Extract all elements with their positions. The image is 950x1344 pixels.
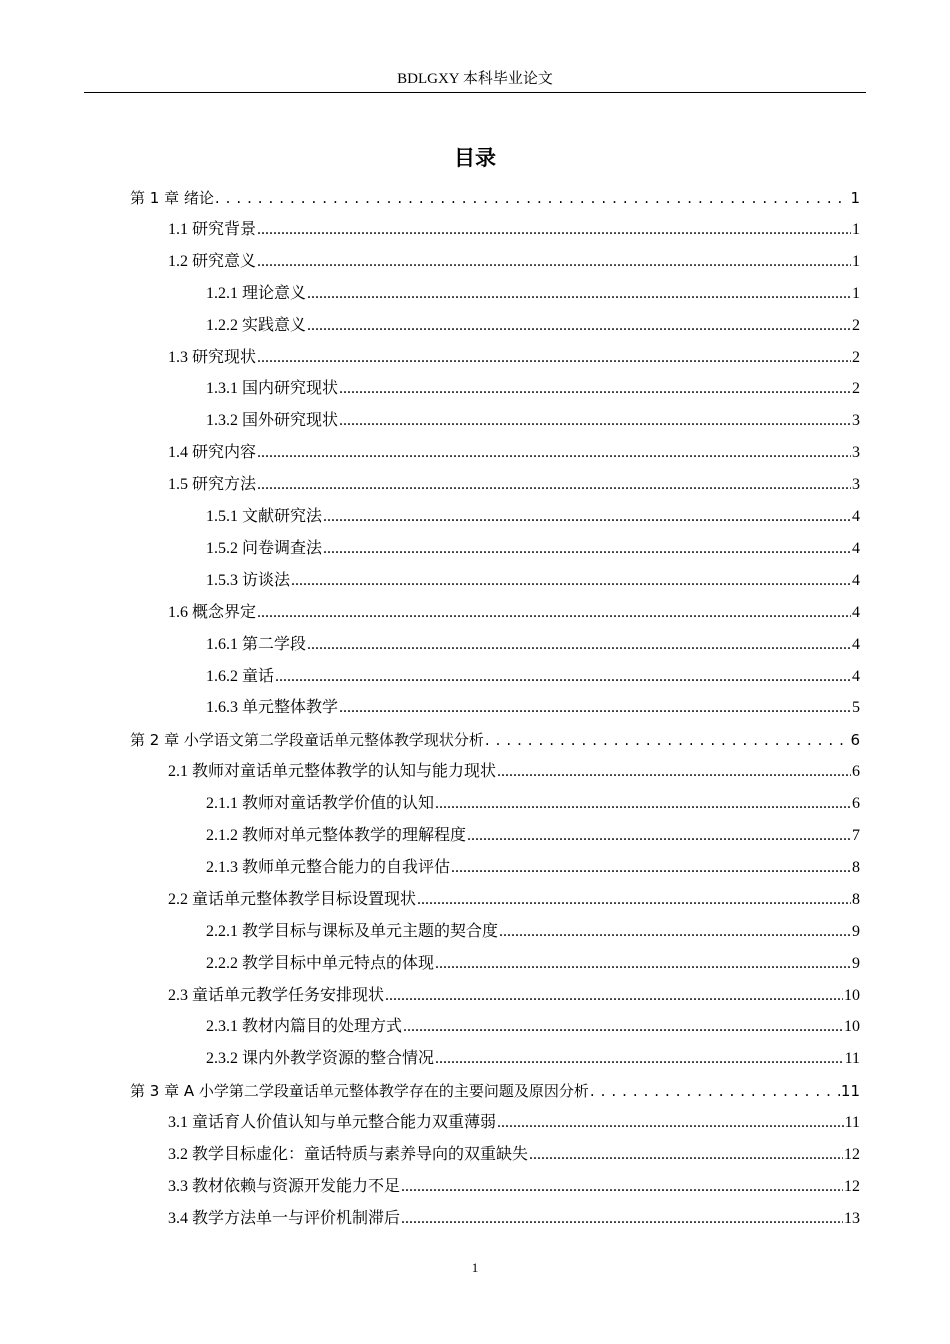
toc-entry[interactable]	[168, 760, 860, 784]
toc-entry[interactable]	[206, 696, 860, 720]
toc-entry-page: 3	[852, 412, 860, 430]
toc-chapter-entry[interactable]	[130, 728, 860, 752]
toc-title: 目录	[454, 146, 496, 170]
toc-entry[interactable]	[168, 1143, 860, 1167]
toc-entry-label: 1.5.3 访谈法	[206, 571, 291, 589]
toc-entry[interactable]	[206, 569, 860, 593]
toc-dot-leader	[257, 346, 851, 370]
toc-dot-leader	[257, 601, 851, 625]
toc-entry-label: 1.6 概念界定	[168, 603, 257, 621]
toc-entry[interactable]	[206, 314, 860, 338]
toc-dot-leader	[215, 186, 850, 210]
toc-entry-label: 2.2.1 教学目标与课标及单元主题的契合度	[206, 922, 499, 940]
toc-entry[interactable]	[206, 856, 860, 880]
toc-entry[interactable]	[206, 920, 860, 944]
toc-entry-page: 9	[852, 922, 860, 940]
toc-dot-leader	[403, 1015, 843, 1039]
toc-entry-page: 10	[844, 986, 860, 1004]
toc-entry-label: 1.2.2 实践意义	[206, 316, 307, 334]
toc-entry-label: 2.2.2 教学目标中单元特点的体现	[206, 954, 435, 972]
toc-entry[interactable]	[206, 824, 860, 848]
toc-dot-leader	[485, 728, 850, 752]
toc-dot-leader	[401, 1175, 843, 1199]
toc-entry-page: 4	[852, 667, 860, 685]
toc-dot-leader	[435, 792, 851, 816]
toc-dot-leader	[385, 984, 843, 1008]
toc-entry-label: 1.3 研究现状	[168, 348, 257, 366]
toc-dot-leader	[257, 218, 851, 242]
toc-entry-label: 1.5 研究方法	[168, 476, 257, 494]
toc-entry-label: 3.3 教材依赖与资源开发能力不足	[168, 1177, 401, 1195]
toc-entry[interactable]	[206, 665, 860, 689]
toc-entry-page: 12	[844, 1177, 860, 1195]
toc-entry-page: 8	[852, 858, 860, 876]
toc-dot-leader	[467, 824, 851, 848]
toc-entry-page: 6	[852, 763, 860, 781]
toc-entry-page: 4	[852, 539, 860, 557]
toc-entry-page: 2	[852, 380, 860, 398]
toc-entry-label: 1.3.2 国外研究现状	[206, 412, 339, 430]
page-header: BDLGXY 本科毕业论文	[84, 66, 866, 93]
toc-dot-leader	[323, 505, 851, 529]
toc-entry-label: 第 2 章 小学语文第二学段童话单元整体教学现状分析	[130, 731, 484, 750]
toc-entry-page: 11	[844, 1114, 860, 1132]
toc-chapter-entry[interactable]	[130, 186, 860, 210]
toc-dot-leader	[257, 250, 851, 274]
toc-entry-page: 1	[850, 189, 860, 207]
toc-entry-page: 1	[852, 284, 860, 302]
toc-entry-label: 第 3 章 A 小学第二学段童话单元整体教学存在的主要问题及原因分析	[130, 1082, 589, 1101]
toc-entry-page: 3	[852, 444, 860, 462]
toc-dot-leader	[451, 856, 851, 880]
toc-entry-page: 10	[844, 1018, 860, 1036]
toc-entry-page: 1	[852, 252, 860, 270]
toc-entry-page: 8	[852, 890, 860, 908]
toc-entry-label: 第 1 章 绪论	[130, 189, 214, 207]
toc-entry-label: 1.6.2 童话	[206, 667, 275, 685]
toc-entry-page: 11	[844, 1050, 860, 1068]
toc-dot-leader	[499, 920, 851, 944]
toc-entry-label: 1.1 研究背景	[168, 220, 257, 238]
toc-dot-leader	[339, 377, 851, 401]
toc-entry[interactable]	[168, 601, 860, 625]
toc-entry-page: 13	[844, 1209, 860, 1227]
toc-dot-leader	[339, 696, 851, 720]
toc-entry[interactable]	[168, 473, 860, 497]
toc-entry[interactable]	[168, 1175, 860, 1199]
toc-entry-label: 2.1.1 教师对童话教学价值的认知	[206, 795, 435, 813]
toc-entry[interactable]	[168, 441, 860, 465]
toc-entry[interactable]	[206, 1047, 860, 1071]
toc-dot-leader	[339, 409, 851, 433]
toc-entry-page: 6	[850, 731, 860, 750]
toc-entry-label: 2.1.2 教师对单元整体教学的理解程度	[206, 827, 467, 844]
toc-dot-leader	[275, 665, 851, 689]
toc-dot-leader	[435, 952, 851, 976]
toc-entry-label: 2.3.2 课内外教学资源的整合情况	[206, 1050, 435, 1068]
toc-dot-leader	[257, 441, 851, 465]
toc-entry[interactable]	[168, 218, 860, 242]
toc-entry[interactable]	[168, 346, 860, 370]
toc-entry-label: 1.6.1 第二学段	[206, 635, 307, 653]
toc-entry-label: 1.4 研究内容	[168, 444, 257, 462]
toc-dot-leader	[590, 1079, 840, 1103]
toc-dot-leader	[435, 1047, 844, 1071]
toc-entry-label: 1.3.1 国内研究现状	[206, 380, 339, 398]
toc-dot-leader	[307, 282, 851, 306]
toc-dot-leader	[529, 1143, 843, 1167]
toc-dot-leader	[497, 1111, 844, 1135]
toc-entry-label: 1.2.1 理论意义	[206, 284, 307, 302]
toc-dot-leader	[307, 314, 851, 338]
toc-entry-label: 1.5.1 文献研究法	[206, 508, 323, 525]
toc-dot-leader	[257, 473, 851, 497]
toc-entry[interactable]	[168, 1207, 860, 1231]
toc-entry-page: 4	[852, 571, 860, 589]
toc-entry-label: 2.2 童话单元整体教学目标设置现状	[168, 890, 417, 908]
toc-entry[interactable]	[206, 377, 860, 401]
toc-entry[interactable]	[168, 250, 860, 274]
toc-entry-label: 1.5.2 问卷调查法	[206, 539, 323, 557]
toc-dot-leader	[307, 633, 851, 657]
toc-dot-leader	[323, 537, 851, 561]
toc-entry[interactable]	[206, 952, 860, 976]
toc-entry-page: 2	[852, 348, 860, 366]
toc-dot-leader	[401, 1207, 843, 1231]
toc-entry-label: 3.2 教学目标虚化：童话特质与素养导向的双重缺失	[168, 1146, 529, 1163]
toc-entry-label: 2.1.3 教师单元整合能力的自我评估	[206, 858, 451, 876]
page-number: 1	[471, 1260, 479, 1275]
toc-entry-page: 9	[852, 954, 860, 972]
toc-entry-label: 2.1 教师对童话单元整体教学的认知与能力现状	[168, 763, 497, 781]
toc-entry-page: 1	[852, 220, 860, 238]
toc-entry[interactable]	[206, 537, 860, 561]
toc-entry-label: 2.3.1 教材内篇目的处理方式	[206, 1018, 403, 1036]
toc-entry-label: 1.2 研究意义	[168, 252, 257, 270]
toc-dot-leader	[291, 569, 851, 593]
toc-dot-leader	[497, 760, 851, 784]
toc-entry[interactable]	[168, 1111, 860, 1135]
toc-entry[interactable]	[168, 888, 860, 912]
toc-chapter-entry[interactable]	[130, 1079, 860, 1103]
toc-entry-page: 4	[852, 603, 860, 621]
toc-entry-label: 2.3 童话单元教学任务安排现状	[168, 986, 385, 1004]
toc-entry[interactable]	[206, 409, 860, 433]
toc-entry[interactable]	[206, 633, 860, 657]
toc-dot-leader	[417, 888, 851, 912]
toc-entry[interactable]	[206, 1015, 860, 1039]
toc-entry[interactable]	[168, 984, 860, 1008]
toc-entry-page: 4	[852, 508, 860, 525]
toc-entry-page: 11	[840, 1082, 860, 1101]
toc-entry[interactable]	[206, 282, 860, 306]
toc-entry-label: 1.6.3 单元整体教学	[206, 699, 339, 717]
toc-entry-page: 4	[852, 635, 860, 653]
toc-entry-page: 12	[844, 1146, 860, 1163]
toc-entry[interactable]	[206, 505, 860, 529]
toc-entry-page: 2	[852, 316, 860, 334]
toc-entry-page: 5	[852, 699, 860, 717]
toc-entry-page: 7	[852, 827, 860, 844]
toc-entry[interactable]	[206, 792, 860, 816]
toc-entry-page: 6	[852, 795, 860, 813]
toc-entry-label: 3.4 教学方法单一与评价机制滞后	[168, 1209, 401, 1227]
toc-entry-page: 3	[852, 476, 860, 494]
toc-entry-label: 3.1 童话育人价值认知与单元整合能力双重薄弱	[168, 1114, 497, 1132]
